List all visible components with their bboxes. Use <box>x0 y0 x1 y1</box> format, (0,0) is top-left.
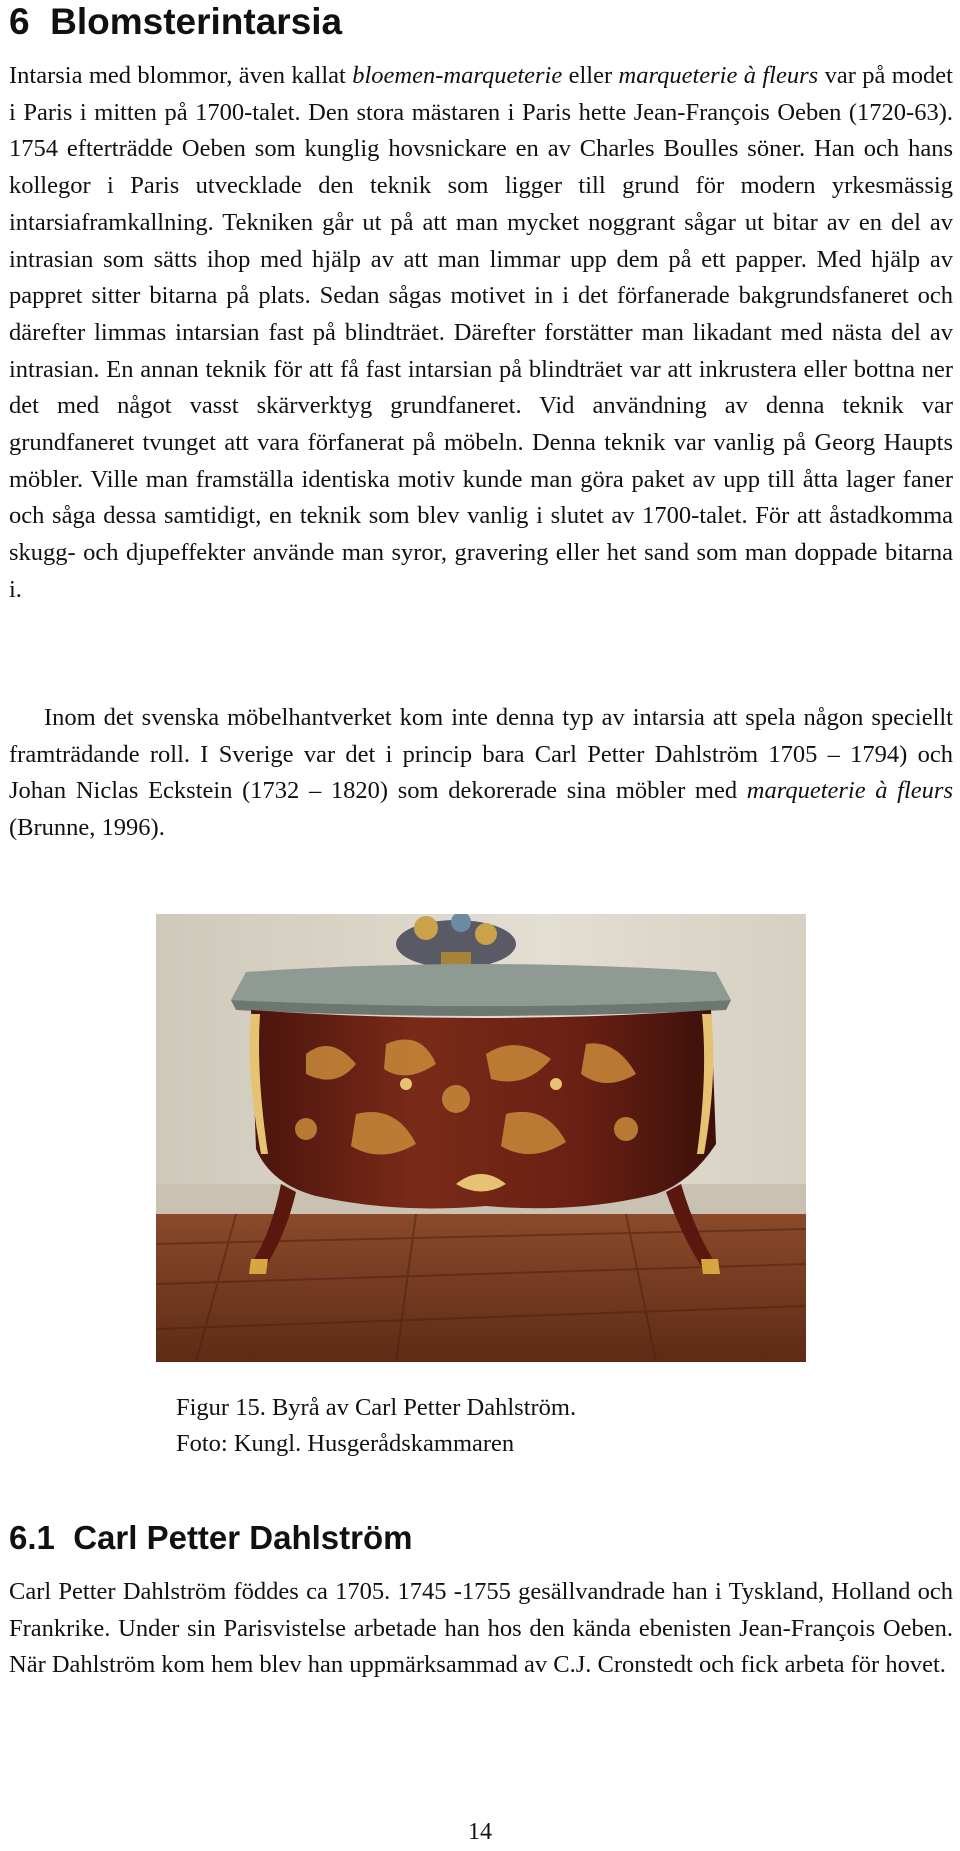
subsection-title: Carl Petter Dahlström <box>73 1519 413 1556</box>
paragraph-text: Intarsia med blommor, även kallat <box>9 62 353 89</box>
paragraph-text: eller <box>562 62 619 89</box>
sabot-left <box>249 1259 268 1274</box>
figure-commode-photo <box>156 914 806 1362</box>
paragraph-text: (Brunne, 1996). <box>9 814 165 842</box>
section-heading <box>9 2 342 42</box>
paragraph-dahlstrom: Carl Petter Dahlström föddes ca 1705. 1745 -1755 gesällvandrade han i Tyskland, Holland och Frankrike. Under sin Parisvistelse arbetade han hos den kända ebenisten Jean-François Oeben. När Dahlström kom hem blev han uppmärksammad av C.J. Cronstedt och fick arbeta för hovet. <box>9 1578 953 1679</box>
page-number: 14 <box>468 1819 492 1845</box>
paragraph-text: Inom det svenska möbelhantverket kom inte denna typ av intarsia att spela någon speciellt framträdande roll. I Sverige var det i princip bara Carl Petter Dahlström 1705 – 1794) och Johan Niclas Eckstein (1732 – 1820) som dekorerade sina möbler med <box>9 704 953 805</box>
section-number: 6 <box>9 1 30 42</box>
subsection-heading <box>9 1520 412 1556</box>
caption-line-1: Figur 15. Byrå av Carl Petter Dahlström. <box>176 1394 577 1421</box>
paragraph-swedish-craft <box>9 700 953 847</box>
paragraph-text: var på modet i Paris i mitten på 1700-talet. Den stora mästaren i Paris hette Jean-François Oeben (1720-63). 1754 efterträdde Oeben som kunglig hovsnickare en av Charles Boulles söner. Han och hans kollegor i Paris utvecklade den teknik som ligger till grund för modern yrkesmässig intarsiaframkallning. Tekniken går ut på att man mycket noggrant sågar ut bitar av en del av intrasian som sätts ihop med hjälp av att man limmar upp dem på ett papper. Med hjälp av pappret sitter bitarna på plats. Sedan sågas motivet in i det förfanerade bakgrundsfaneret och därefter limmas intarsian fast på blindträet. Därefter forstätter man likadant med nästa del av intrasian. En annan teknik för att få fast intarsian på blindträet var att inkrustera eller bottna ner det med något vasst skärverktyg grundfaneret. Vid användning av denna teknik var grundfaneret tvunget att vara förfanerat på möbeln. Denna teknik var vanlig på Georg Haupts möbler. Ville man framställa identiska motiv kunde man göra paket av upp till åtta lager faner och såga dessa samtidigt, en teknik som blev vanlig i slutet av 1700-talet. För att åstadkomma skugg- och djupeffekter använde man syror, gravering eller het sand som man doppade bitarna i. <box>9 62 953 603</box>
italic-term: marqueterie à fleurs <box>618 62 819 89</box>
sabot-right <box>701 1259 720 1274</box>
section-title: Blomsterintarsia <box>50 1 343 42</box>
italic-term: marqueterie à fleurs <box>746 777 953 805</box>
paragraph-intro <box>9 58 953 609</box>
italic-term: bloemen-marqueterie <box>352 62 563 89</box>
commode-illustration <box>156 914 806 1362</box>
figure-caption <box>176 1390 576 1462</box>
marble-top <box>231 964 731 1006</box>
subsection-number: 6.1 <box>9 1519 55 1556</box>
caption-line-2: Foto: Kungl. Husgerådskammaren <box>176 1430 515 1457</box>
